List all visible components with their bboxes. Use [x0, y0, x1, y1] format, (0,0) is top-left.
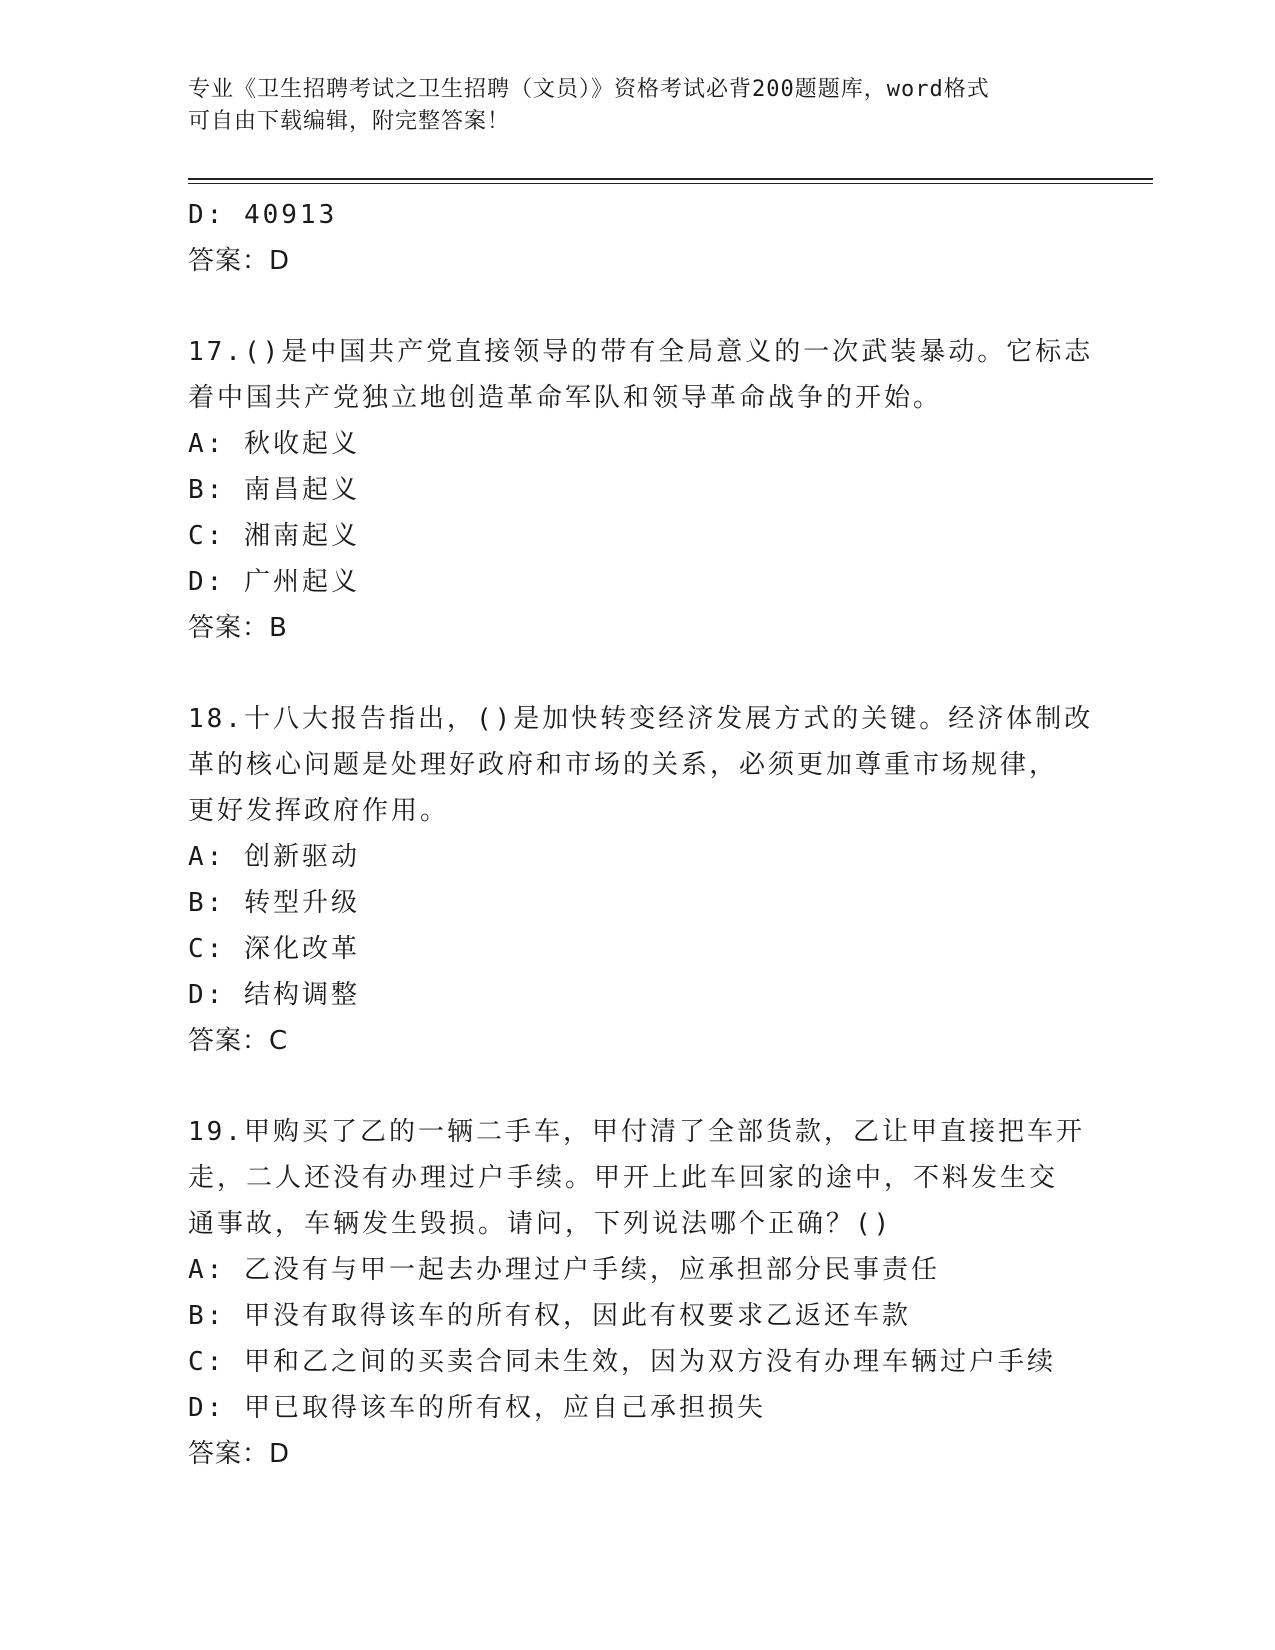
option-b: B: 转型升级 — [188, 888, 360, 918]
header-divider-thin — [188, 183, 1153, 184]
carryover-block — [188, 192, 1088, 284]
header-divider-thick — [188, 178, 1153, 180]
answer-line: 答案：D — [188, 246, 291, 276]
question-text-line: 革的核心问题是处理好政府和市场的关系，必须更加尊重市场规律， — [188, 750, 1059, 780]
answer-line: 答案：D — [188, 1439, 291, 1469]
question-text-line: 18.十八大报告指出，()是加快转变经济发展方式的关键。经济体制改 — [188, 704, 1094, 734]
option-c: C: 深化改革 — [188, 934, 360, 964]
option-c: C: 湘南起义 — [188, 521, 360, 551]
question-text-line: 更好发挥政府作用。 — [188, 796, 450, 826]
question-18 — [188, 696, 1094, 1064]
question-text-line: 19.甲购买了乙的一辆二手车，甲付清了全部货款，乙让甲直接把车开 — [188, 1117, 1085, 1147]
header-line-2: 可自由下载编辑，附完整答案！ — [188, 109, 511, 134]
question-17 — [188, 329, 1094, 651]
page-header — [188, 74, 1088, 138]
option-b: B: 南昌起义 — [188, 475, 360, 505]
option-a: A: 乙没有与甲一起去办理过户手续，应承担部分民事责任 — [188, 1255, 940, 1285]
question-text-line: 走，二人还没有办理过户手续。甲开上此车回家的途中，不料发生交 — [188, 1163, 1059, 1193]
option-b: B: 甲没有取得该车的所有权，因此有权要求乙返还车款 — [188, 1301, 911, 1331]
option-d: D: 甲已取得该车的所有权，应自己承担损失 — [188, 1393, 766, 1423]
question-text-line: 着中国共产党独立地创造革命军队和领导革命战争的开始。 — [188, 383, 943, 413]
question-text-line: 通事故，车辆发生毁损。请问，下列说法哪个正确？() — [188, 1209, 893, 1239]
header-line-1: 专业《卫生招聘考试之卫生招聘（文员）》资格考试必背200题题库，word格式 — [188, 77, 990, 102]
option-d: D: 结构调整 — [188, 980, 360, 1010]
answer-line: 答案：B — [188, 613, 288, 643]
question-19 — [188, 1109, 1088, 1477]
question-content — [188, 192, 1094, 1477]
option-a: A: 秋收起义 — [188, 429, 360, 459]
question-text-line: 17.()是中国共产党直接领导的带有全局意义的一次武装暴动。它标志 — [188, 337, 1094, 367]
option-d: D: 广州起义 — [188, 567, 360, 597]
option-c: C: 甲和乙之间的买卖合同未生效，因为双方没有办理车辆过户手续 — [188, 1347, 1056, 1377]
answer-line: 答案：C — [188, 1026, 289, 1056]
option-a: A: 创新驱动 — [188, 842, 360, 872]
option-d: D: 40913 — [188, 200, 338, 230]
